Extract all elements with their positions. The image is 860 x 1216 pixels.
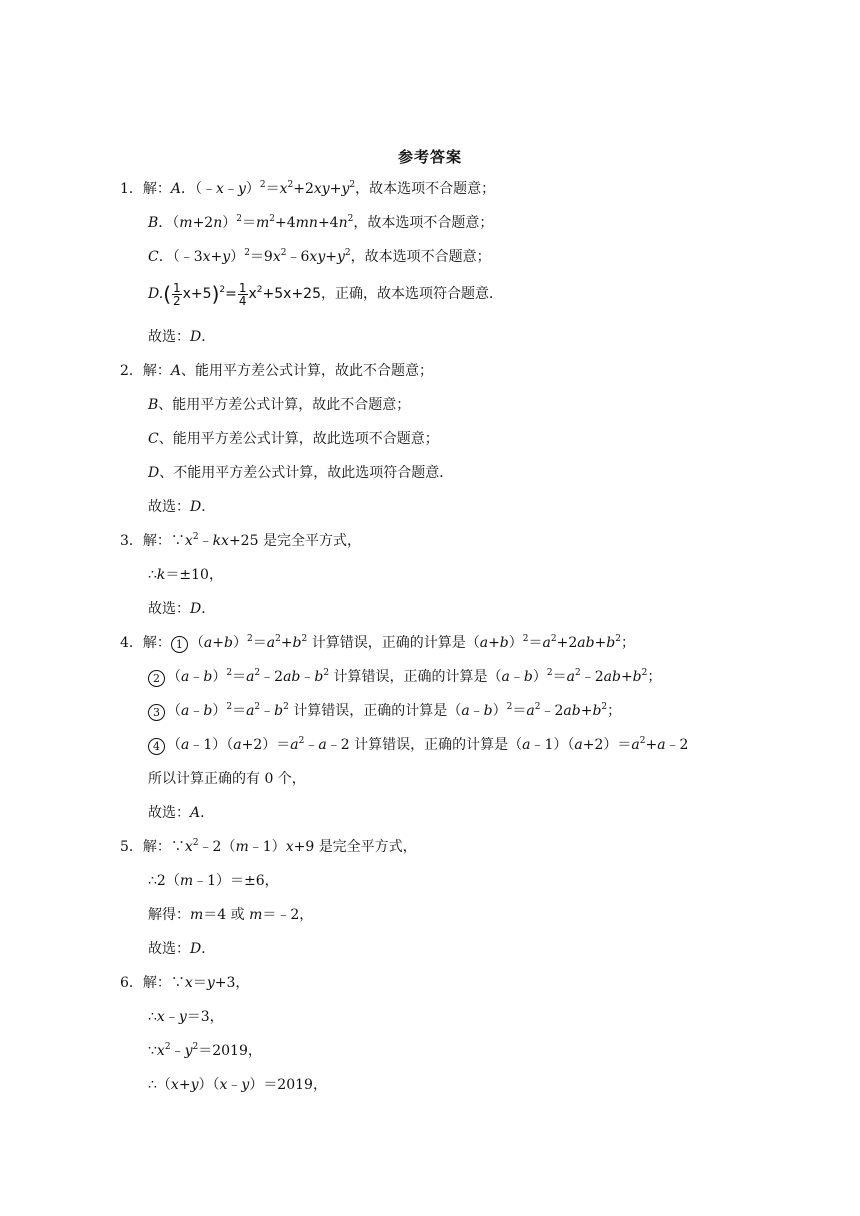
circled-number-4: 4 [148, 738, 165, 755]
q1-d-formula: ( $\frac{1}{2}$ x+5)$^2$= $\frac{1}{4}$ $x^2+5x+25$ [163, 280, 321, 308]
q6-number: 6．解： [120, 975, 171, 991]
q5-number: 5．解： [120, 839, 171, 855]
q5-line-3: 解得：m＝4 或 m＝﹣2， [148, 907, 314, 923]
q1-option-b: B．$(m+2n)^2=m^2+4mn+4n^2$，故本选项不合题意； [148, 214, 494, 231]
circled-number-1: 1 [171, 636, 188, 653]
q1-option-a: 1．解：A．$(﹣x﹣y)^2=x^2+2xy+y^2$，故本选项不合题意； [120, 180, 496, 197]
q4-item-2: 2 $(a﹣b)^2=a^2﹣2ab﹣b^2$ 计算错误，正确的计算是$(a﹣b)^2=a^2﹣2ab+b^2$； [148, 668, 661, 687]
q5-line-1: 5．解：$\because x^2﹣2(m﹣1)x+9$ 是完全平方式， [120, 838, 417, 855]
q2-number: 2．解： [120, 363, 171, 379]
q1-number: 1．解： [120, 181, 171, 197]
q6-line-4: ∴（x+y）（x﹣y）＝2019， [148, 1077, 327, 1093]
q6-line-2: ∴x﹣y＝3， [148, 1009, 224, 1025]
q2-line-b: B、能用平方差公式计算，故此不合题意； [148, 397, 411, 413]
q4-number: 4．解： [120, 635, 171, 651]
circled-number-2: 2 [148, 670, 165, 687]
q5-answer: 故选：D． [148, 941, 216, 957]
q3-answer: 故选：D． [148, 601, 216, 617]
q4-summary: 所以计算正确的有 0 个， [148, 771, 306, 787]
q4-answer: 故选：A． [148, 805, 215, 821]
q4-item-1: 4．解： 1 $(a+b)^2=a^2+b^2$ 计算错误，正确的计算是$(a+b)^2=a^2+2ab+b^2$； [120, 634, 635, 651]
q2-answer: 故选：D． [148, 499, 216, 515]
q4-item-3: 3 $(a﹣b)^2=a^2﹣b^2$ 计算错误，正确的计算是$(a﹣b)^2=a^2﹣2ab+b^2$； [148, 702, 621, 721]
q4-item-4: 4 $(a﹣1)(a+2)=a^2﹣a﹣2$ 计算错误，正确的计算是$(a﹣1)(a+2)=a^2+a﹣2$ [148, 736, 688, 755]
circled-number-3: 3 [148, 704, 165, 721]
q2-line-c: C、能用平方差公式计算，故此选项不合题意； [148, 431, 439, 447]
q1-answer: 故选：D． [148, 329, 216, 345]
q1-option-c: C．$(﹣3x+y)^2=9x^2﹣6xy+y^2$，故本选项不合题意； [148, 248, 491, 265]
q2-line-a: 2．解：A、能用平方差公式计算，故此不合题意； [120, 363, 434, 379]
q3-line-2: ∴k＝±10， [148, 567, 223, 583]
page-title: 参考答案 [397, 148, 462, 166]
q2-line-d: D、不能用平方差公式计算，故此选项符合题意． [148, 465, 454, 481]
q1-option-d: D.( $\frac{1}{2}$ x+5)$^2$= $\frac{1}{4}$ $x^2+5x+25$，正确，故本选项符合题意． [148, 280, 503, 308]
q3-line-1: 3．解：$\because x^2﹣kx+25$ 是完全平方式， [120, 532, 361, 549]
q6-line-3: $\because x^2﹣y^2=2019$， [148, 1042, 262, 1059]
q5-line-2: ∴2（m﹣1）＝±6， [148, 873, 279, 889]
q3-number: 3．解： [120, 533, 171, 549]
q6-line-1: 6．解：∵x＝y+3， [120, 975, 250, 991]
